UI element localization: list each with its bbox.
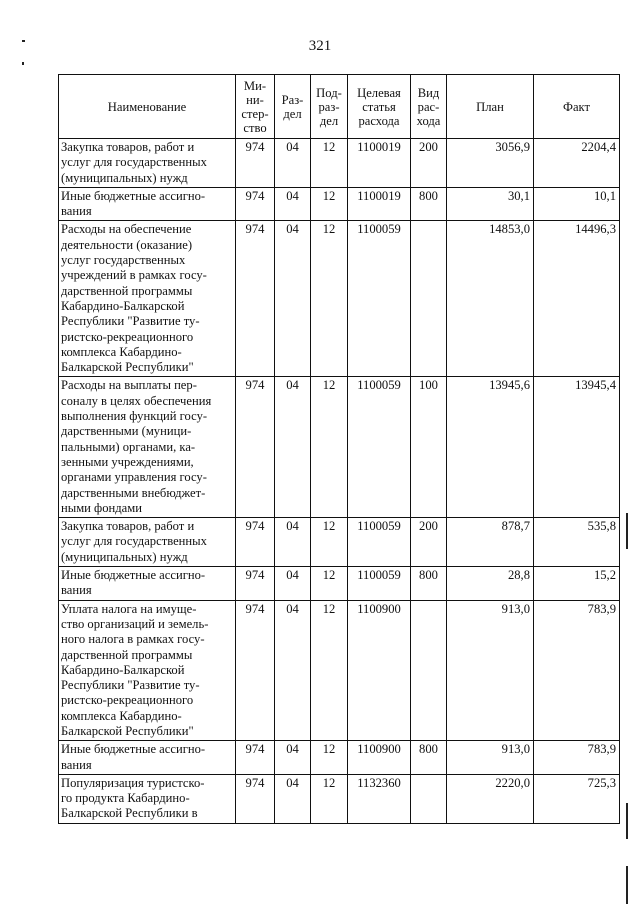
cell-name: Иные бюджетные ассигно- вания: [59, 187, 236, 221]
table-row: [59, 518, 620, 567]
cell-plan: 28,8: [447, 567, 534, 601]
cell-expense-type: [411, 774, 447, 823]
cell-name: Расходы на обеспечение деятельности (оказание) услуг государственных учреждений в рамках госу- дарственной программы Кабардино-Балкарской Республики "Развитие ту- ристско-рекреационного комплекса Кабардино- Балкарской Республики": [59, 221, 236, 377]
table-row: [59, 377, 620, 518]
cell-plan: 913,0: [447, 600, 534, 741]
cell-name: Популяризация туристско- го продукта Кабардино- Балкарской Республики в: [59, 774, 236, 823]
cell-expense-type: 800: [411, 187, 447, 221]
header-section: Раз- дел: [275, 75, 311, 139]
cell-section: 04: [275, 774, 311, 823]
cell-fact: 10,1: [534, 187, 620, 221]
cell-target-item: 1100059: [348, 377, 411, 518]
cell-name: Уплата налога на имуще- ство организаций и земель- ного налога в рамках госу- дарственной программы Кабардино-Балкарской Республики "Развитие ту- ристско-рекреационного комплекса Кабардино- Балкарской Республики": [59, 600, 236, 741]
cell-section: 04: [275, 221, 311, 377]
header-row: [59, 75, 620, 139]
cell-ministry: 974: [236, 600, 275, 741]
cell-ministry: 974: [236, 774, 275, 823]
cell-fact: 535,8: [534, 518, 620, 567]
cell-name: Закупка товаров, работ и услуг для государственных (муниципальных) нужд: [59, 139, 236, 188]
table-row: [59, 139, 620, 188]
table-row: [59, 567, 620, 601]
cell-section: 04: [275, 741, 311, 775]
cell-name: Расходы на выплаты пер- соналу в целях обеспечения выполнения функций госу- дарственными (муници- пальными) органами, ка- зенными учреждениями, органами управления госу- дарственными внебюджет- ными фондами: [59, 377, 236, 518]
cell-subsection: 12: [311, 567, 348, 601]
table-row: [59, 741, 620, 775]
cell-expense-type: 200: [411, 139, 447, 188]
cell-fact: 783,9: [534, 600, 620, 741]
cell-target-item: 1100059: [348, 567, 411, 601]
cell-target-item: 1100900: [348, 600, 411, 741]
header-target-item: Целевая статья расхода: [348, 75, 411, 139]
cell-subsection: 12: [311, 139, 348, 188]
header-ministry: Ми- ни- стер- ство: [236, 75, 275, 139]
scan-mark-right-1: [626, 513, 628, 549]
cell-plan: 2220,0: [447, 774, 534, 823]
cell-fact: 725,3: [534, 774, 620, 823]
table-row: [59, 221, 620, 377]
cell-fact: 13945,4: [534, 377, 620, 518]
cell-section: 04: [275, 518, 311, 567]
cell-expense-type: [411, 221, 447, 377]
cell-subsection: 12: [311, 518, 348, 567]
budget-table: [58, 74, 620, 824]
header-subsection: Под- раз- дел: [311, 75, 348, 139]
cell-fact: 2204,4: [534, 139, 620, 188]
cell-plan: 30,1: [447, 187, 534, 221]
cell-target-item: 1132360: [348, 774, 411, 823]
table-row: [59, 600, 620, 741]
cell-plan: 878,7: [447, 518, 534, 567]
cell-expense-type: [411, 600, 447, 741]
cell-plan: 13945,6: [447, 377, 534, 518]
cell-name: Закупка товаров, работ и услуг для государственных (муниципальных) нужд: [59, 518, 236, 567]
cell-ministry: 974: [236, 518, 275, 567]
table-row: [59, 774, 620, 823]
cell-plan: 3056,9: [447, 139, 534, 188]
cell-fact: 14496,3: [534, 221, 620, 377]
cell-name: Иные бюджетные ассигно- вания: [59, 567, 236, 601]
header-expense-type: Вид рас- хода: [411, 75, 447, 139]
cell-ministry: 974: [236, 377, 275, 518]
cell-section: 04: [275, 600, 311, 741]
cell-ministry: 974: [236, 139, 275, 188]
cell-subsection: 12: [311, 741, 348, 775]
cell-subsection: 12: [311, 221, 348, 377]
cell-section: 04: [275, 187, 311, 221]
cell-ministry: 974: [236, 187, 275, 221]
cell-ministry: 974: [236, 221, 275, 377]
cell-section: 04: [275, 377, 311, 518]
cell-ministry: 974: [236, 567, 275, 601]
header-name: Наименование: [59, 75, 236, 139]
cell-expense-type: 200: [411, 518, 447, 567]
cell-subsection: 12: [311, 377, 348, 518]
cell-name: Иные бюджетные ассигно- вания: [59, 741, 236, 775]
header-fact: Факт: [534, 75, 620, 139]
table-body: [59, 139, 620, 824]
cell-ministry: 974: [236, 741, 275, 775]
cell-target-item: 1100019: [348, 187, 411, 221]
header-plan: План: [447, 75, 534, 139]
cell-section: 04: [275, 567, 311, 601]
cell-subsection: 12: [311, 774, 348, 823]
scan-mark-small: [22, 62, 24, 65]
cell-target-item: 1100059: [348, 518, 411, 567]
scan-mark-right-3: [626, 866, 628, 904]
page-number: 321: [308, 38, 332, 54]
cell-target-item: 1100059: [348, 221, 411, 377]
cell-expense-type: 800: [411, 567, 447, 601]
cell-subsection: 12: [311, 187, 348, 221]
cell-fact: 783,9: [534, 741, 620, 775]
cell-expense-type: 800: [411, 741, 447, 775]
cell-subsection: 12: [311, 600, 348, 741]
scan-mark-right-2: [626, 803, 628, 839]
cell-fact: 15,2: [534, 567, 620, 601]
cell-section: 04: [275, 139, 311, 188]
cell-plan: 913,0: [447, 741, 534, 775]
cell-target-item: 1100019: [348, 139, 411, 188]
cell-expense-type: 100: [411, 377, 447, 518]
scan-mark-top: [22, 40, 25, 42]
cell-plan: 14853,0: [447, 221, 534, 377]
table-row: [59, 187, 620, 221]
cell-target-item: 1100900: [348, 741, 411, 775]
